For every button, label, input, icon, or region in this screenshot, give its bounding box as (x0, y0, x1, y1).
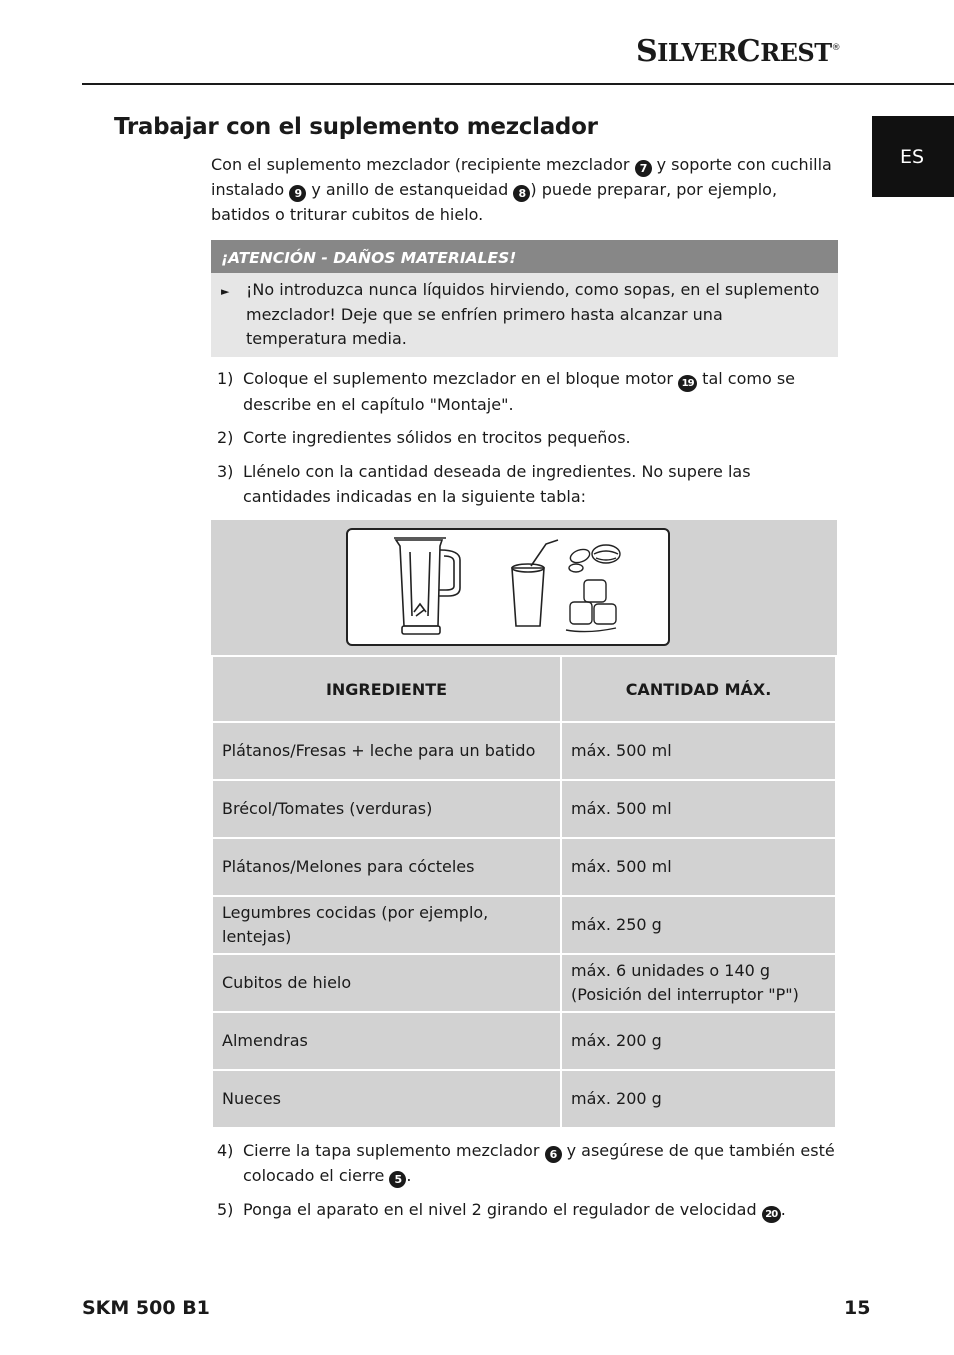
ingredient-cell: Legumbres cocidas (por ejemplo, lentejas) (212, 896, 561, 954)
bullet-arrow-icon: ► (221, 285, 230, 298)
table-header-row (212, 656, 836, 722)
table-row (212, 780, 836, 838)
step-3: 3) Llénelo con la cantidad deseada de ingredientes. No supere las cantidades indicadas en la siguiente tabla: (217, 462, 751, 506)
ref-number-badge: 7 (635, 160, 652, 177)
blender-ingredients-icon (348, 530, 668, 644)
quantity-cell: máx. 500 ml (561, 838, 836, 896)
ingredient-cell: Nueces (212, 1070, 561, 1128)
quantity-cell: máx. 500 ml (561, 722, 836, 780)
illustration-panel (211, 520, 837, 656)
table-row (212, 1012, 836, 1070)
table-row (212, 896, 836, 954)
quantity-cell: máx. 500 ml (561, 780, 836, 838)
header-rule (82, 83, 954, 85)
ingredient-cell: Plátanos/Fresas + leche para un batido (212, 722, 561, 780)
ref-number-badge: 19 (678, 375, 697, 392)
warning-text: ¡No introduzca nunca líquidos hirviendo, como sopas, en el suplemento mezclador! Deje que se enfríen primero hasta alcanzar una temperatura media. (246, 280, 820, 348)
language-label: ES (899, 145, 925, 168)
step-4: 4) Cierre la tapa suplemento mezclador 6 y asegúrese de que también esté colocado el cierre 5 . (217, 1141, 835, 1186)
warning-body (211, 273, 838, 352)
ref-number-badge: 9 (289, 185, 306, 202)
ingredient-cell: Cubitos de hielo (212, 954, 561, 1012)
quantities-table (211, 655, 837, 1129)
ingredient-cell: Almendras (212, 1012, 561, 1070)
column-header-ingredient: INGREDIENTE (212, 656, 561, 722)
table-row (212, 954, 836, 1012)
ref-number-badge: 20 (762, 1206, 781, 1223)
ref-number-badge: 5 (389, 1171, 406, 1188)
quantity-cell: máx. 6 unidades o 140 g (Posición del interruptor "P") (561, 954, 836, 1012)
table-row (212, 838, 836, 896)
step-2: 2) Corte ingredientes sólidos en trocitos pequeños. (217, 428, 631, 447)
ingredient-cell: Plátanos/Melones para cócteles (212, 838, 561, 896)
warning-box (211, 240, 838, 357)
step-1: 1) Coloque el suplemento mezclador en el bloque motor 19 tal como se describe en el capítulo "Montaje". (217, 369, 796, 414)
model-number: SKM 500 B1 (82, 1297, 210, 1319)
table-row (212, 1070, 836, 1128)
page-title: Trabajar con el suplemento mezclador (114, 114, 598, 140)
warning-title: ¡ATENCIÓN - DAÑOS MATERIALES! (211, 240, 838, 273)
brand-logo: SILVERCREST® (636, 34, 841, 69)
quantity-cell: máx. 250 g (561, 896, 836, 954)
quantity-cell: máx. 200 g (561, 1070, 836, 1128)
language-tab (872, 116, 954, 197)
intro-paragraph: Con el suplemento mezclador (recipiente mezclador 7 y soporte con cuchilla instalado 9 y anillo de estanqueidad 8 ) puede preparar, por ejemplo, batidos o triturar cubitos de hielo. (211, 155, 832, 224)
ingredient-cell: Brécol/Tomates (verduras) (212, 780, 561, 838)
quantity-cell: máx. 200 g (561, 1012, 836, 1070)
table-row (212, 722, 836, 780)
column-header-max-quantity: CANTIDAD MÁX. (561, 656, 836, 722)
ref-number-badge: 6 (545, 1146, 562, 1163)
ingredients-illustration (346, 528, 670, 646)
page-number: 15 (844, 1297, 871, 1319)
ref-number-badge: 8 (513, 185, 530, 202)
step-5: 5) Ponga el aparato en el nivel 2 girando el regulador de velocidad 20 . (217, 1197, 839, 1223)
